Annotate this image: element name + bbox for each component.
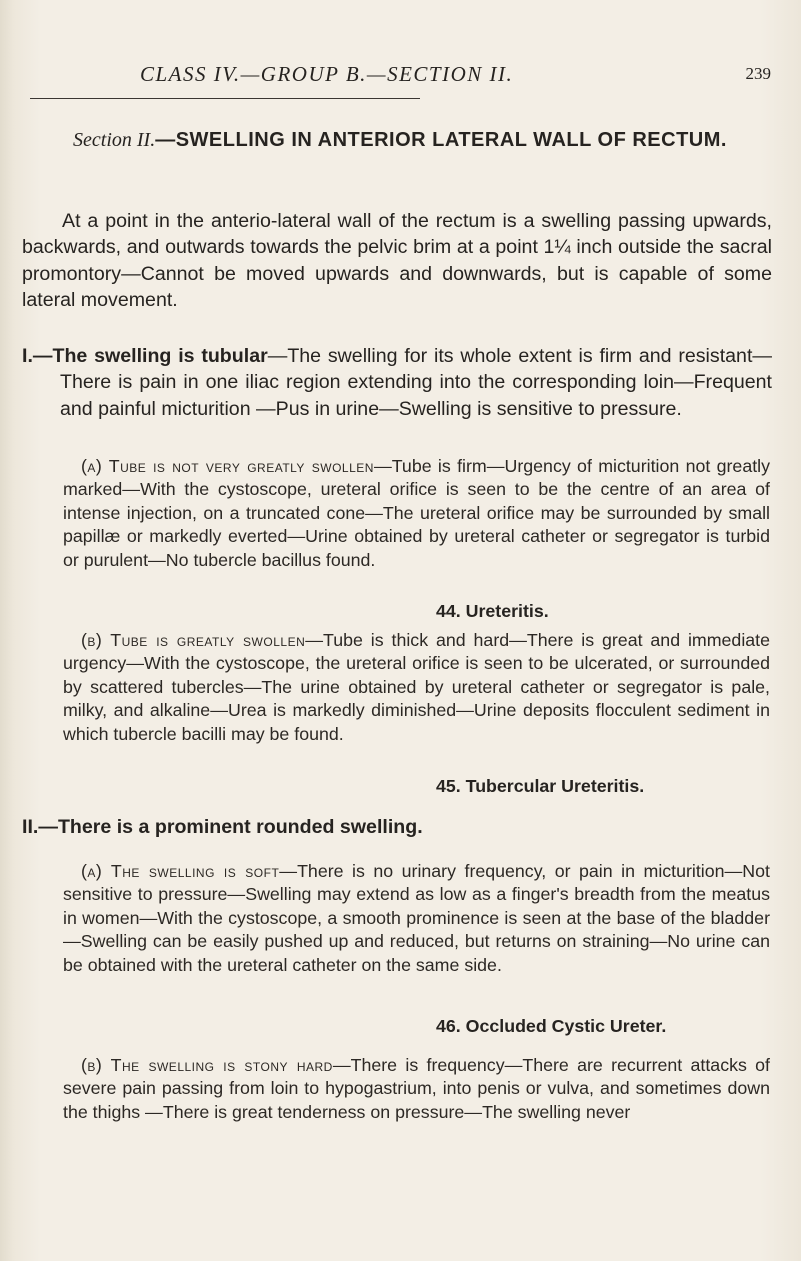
diagnosis-44: 44. Ureteritis.	[436, 601, 549, 621]
item-1-sub-b	[63, 629, 770, 746]
section-title: —SWELLING IN ANTERIOR LATERAL WALL OF RECTUM.	[155, 129, 727, 151]
diagnosis-46: 46. Occluded Cystic Ureter.	[436, 1016, 667, 1036]
section-label: Section II.	[73, 129, 156, 151]
page-number: 239	[745, 64, 771, 83]
item-1-sub-a-marker: (a)	[81, 456, 103, 476]
running-head	[0, 62, 801, 92]
item-1-sub-a-lead: Tube is not very greatly swollen	[108, 456, 374, 476]
item-1-sub-b-text: —Tube is thick and hard—There is great and immediate urgency—With the cystoscope, the ureteral orifice is seen to be ulcerated, or surrounded by scattered tubercles—The urine obtained by ureteral catheter or segregator is pale, milky, and alkaline—Urea is markedly diminished—Urine deposits flocculent sediment in which tubercle bacilli may be found.	[63, 630, 770, 744]
item-1-text: —The swelling for its whole extent is firm and resistant—There is pain in one iliac region extending into the corresponding loin—Frequent and painful micturition —Pus in urine—Swelling is sensitive to pressure.	[60, 345, 772, 420]
item-2-sub-b-lead: The swelling is stony hard	[110, 1055, 333, 1075]
item-2-sub-a	[63, 860, 770, 977]
item-1-sub-b-lead: Tube is greatly swollen	[110, 630, 306, 650]
item-2-numeral: II.—	[22, 816, 58, 838]
running-head-title: CLASS IV.—GROUP B.—SECTION II.	[140, 62, 514, 86]
item-2	[22, 814, 772, 840]
item-1-sub-a-text: —Tube is firm—Urgency of micturition not greatly marked—With the cystoscope, ureteral orifice is seen to be the centre of an area of intense injection, on a truncated cone—The ureteral orifice may be surrounded by small papillæ or markedly everted—Urine obtained by ureteral catheter or segregator is turbid or purulent—No tubercle bacillus found.	[63, 456, 770, 570]
item-2-sub-b-text: —There is frequency—There are recurrent attacks of severe pain passing from loin to hypogastrium, into penis or vulva, and sometimes down the thighs —There is great tenderness on pressure—The swelling never	[63, 1055, 770, 1122]
item-2-sub-b-marker: (b)	[81, 1055, 103, 1075]
item-2-sub-a-lead: The swelling is soft	[110, 861, 280, 881]
item-2-sub-a-text: —There is no urinary frequency, or pain in micturition—Not sensitive to pressure—Swelling may extend as low as a finger's breadth from the meatus in women—With the cystoscope, a smooth prominence is seen at the base of the bladder—Swelling can be easily pushed up and reduced, but returns on straining—No urine can be obtained with the ureteral catheter on the same side.	[63, 861, 770, 975]
item-1-lead: The swelling is tubular	[52, 345, 268, 367]
section-heading	[30, 124, 770, 158]
header-rule	[30, 98, 420, 99]
item-1-numeral: I.—	[22, 345, 53, 367]
item-2-sub-a-marker: (a)	[81, 861, 103, 881]
diagnosis-45: 45. Tubercular Ureteritis.	[436, 776, 645, 796]
intro-paragraph: At a point in the anterio-lateral wall of the rectum is a swelling passing upwards, backwards, and outwards towards the pelvic brim at a point 1¼ inch outside the sacral promontory—Cannot be moved upwards and downwards, but is capable of some lateral movement.	[22, 210, 772, 311]
item-2-lead: There is a prominent rounded swelling.	[57, 816, 423, 838]
item-1-sub-a	[63, 455, 770, 572]
item-2-sub-b	[63, 1054, 770, 1124]
item-1-sub-b-marker: (b)	[81, 630, 103, 650]
item-1	[22, 343, 772, 422]
